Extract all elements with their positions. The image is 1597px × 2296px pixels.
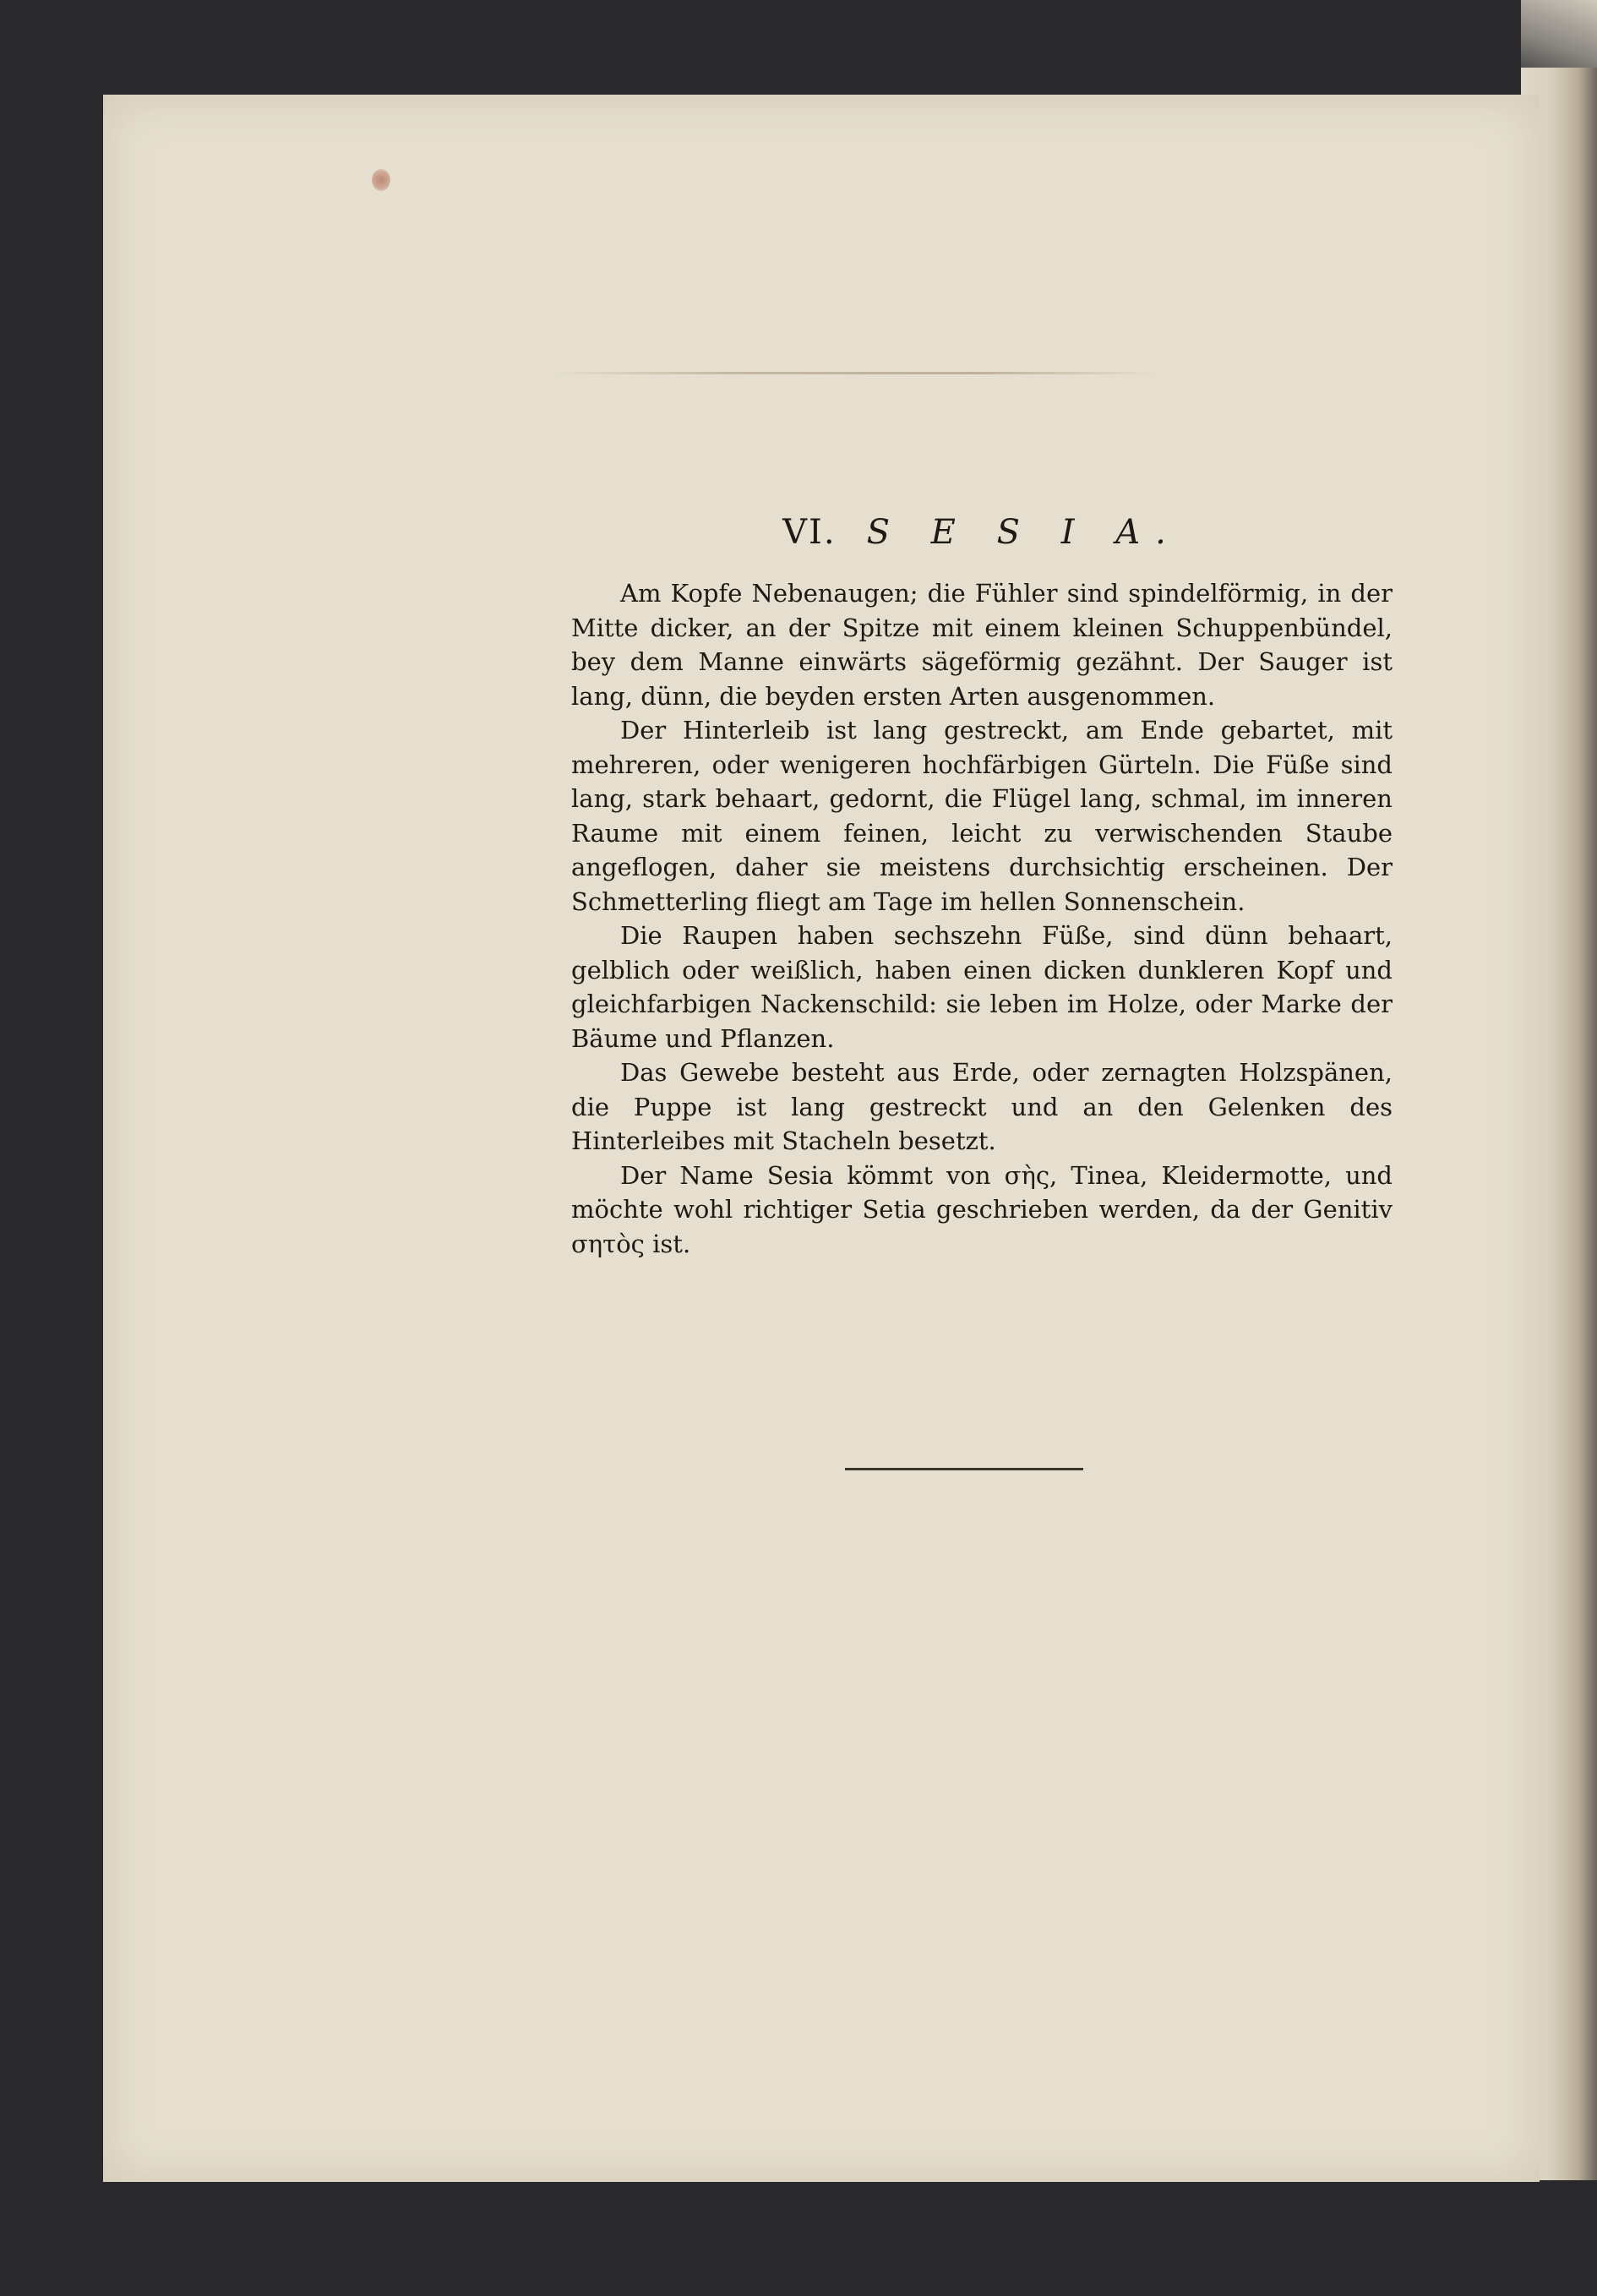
paragraph-name: Der Name Sesia kömmt von σὴς, Tinea, Kleidermotte, und möchte wohl richtiger Setia geschrieben werden, da der Genitiv σητὸς ist. (571, 1160, 1393, 1258)
paragraph-head: Am Kopfe Nebenaugen; die Fühler sind spindelförmig, in der Mitte dicker, an der Spitze mit einem kleinen Schuppenbündel, bey dem Manne einwärts sägeförmig gezähnt. Der Sauger ist lang, dünn, die beyden ersten Arten ausgenommen. (571, 579, 1393, 711)
section-title: S E S I A. (866, 513, 1181, 552)
faint-top-rule (549, 372, 1158, 374)
paper-stain (372, 169, 390, 191)
paragraph-caterpillar: Die Raupen haben sechszehn Füße, sind dünn behaart, gelblich oder weißlich, haben einen dicken dunkleren Kopf und gleichfarbigen Nackenschild: sie leben im Holze, oder Marke der Bäume und Pflanzen. (571, 921, 1393, 1053)
paragraph-cocoon: Das Gewebe besteht aus Erde, oder zernagten Holzspänen, die Puppe ist lang gestreckt und an den Gelenken des Hinterleibes mit Stacheln besetzt. (571, 1058, 1393, 1155)
section-heading (571, 510, 1393, 554)
closing-rule (845, 1468, 1083, 1470)
section-numeral: VI. (782, 513, 837, 552)
paragraph-abdomen: Der Hinterleib ist lang gestreckt, am Ende gebartet, mit mehreren, oder wenigeren hochfärbigen Gürteln. Die Füße sind lang, stark behaart, gedornt, die Flügel lang, schmal, im inneren Raume mit einem feinen, leicht zu verwischenden Staube angeflogen, daher sie meistens durchsichtig erscheinen. Der Schmetterling fliegt am Tage im hellen Sonnenschein. (571, 716, 1393, 916)
page-text (571, 510, 1393, 1261)
